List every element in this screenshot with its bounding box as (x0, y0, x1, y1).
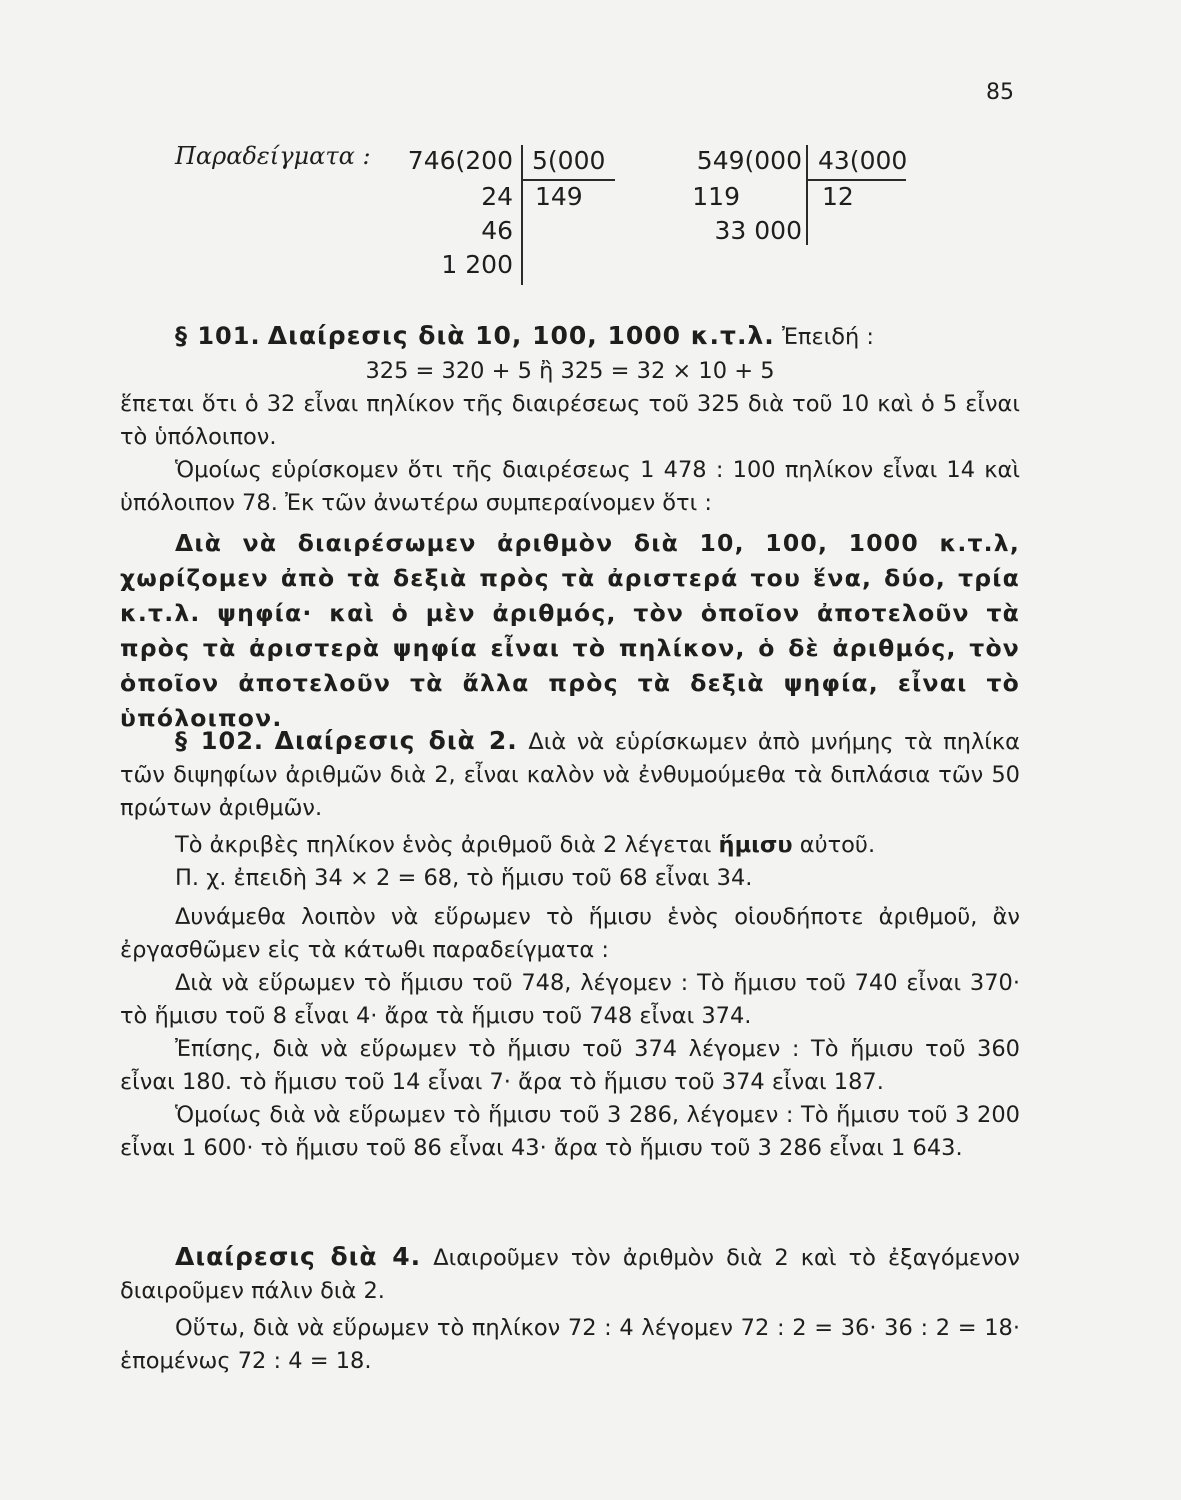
s101-intro: Ἐπειδή : (781, 324, 875, 350)
ex2-quotient: 12 (822, 182, 854, 211)
s101-heading (120, 318, 1020, 355)
page-number: 85 (986, 80, 1014, 105)
div4-title: Διαίρεσις διὰ 4. (175, 1242, 422, 1271)
ex1-step: 46 (481, 216, 513, 245)
ex2-vertical-rule (806, 145, 808, 245)
s101-number: § 101. (175, 322, 261, 350)
s102-paragraph-5: Διὰ νὰ εὕρωμεν τὸ ἥμισυ τοῦ 748, λέγομεν : Τὸ ἥμισυ τοῦ 740 εἶναι 370· τὸ ἥμισυ τοῦ 8 εἶναι 4· ἄρα τὰ ἥμισυ τοῦ 748 εἶναι 374. (120, 970, 1020, 1029)
section-division-by-4 (120, 1240, 1020, 1378)
ex1-vertical-rule (521, 145, 523, 285)
ex1-step: 24 (481, 182, 513, 211)
examples-label: Παραδείγματα : (175, 142, 371, 170)
ex1-quotient: 149 (535, 182, 583, 211)
ex1-divisor: 5(000 (532, 146, 606, 175)
div4-paragraph-1 (120, 1240, 1020, 1308)
ex2-dividend: 549(000 (696, 146, 802, 175)
s102-number: § 102. (175, 727, 265, 755)
ex1-step: 1 200 (441, 250, 513, 279)
ex2-horizontal-rule (808, 179, 906, 181)
s102-p2-text: Τὸ ἀκριβὲς πηλίκον ἑνὸς ἀριθμοῦ διὰ 2 λέγεται (175, 832, 712, 858)
s102-paragraph-4: Δυνάμεθα λοιπὸν νὰ εὕρωμεν τὸ ἥμισυ ἑνὸς οἱουδήποτε ἀριθμοῦ, ἂν ἐργασθῶμεν εἰς τὰ κάτωθι παραδείγματα : (120, 904, 1020, 963)
div4-paragraph-2: Οὕτω, διὰ νὰ εὕρωμεν τὸ πηλίκον 72 : 4 λέγομεν 72 : 2 = 36· 36 : 2 = 18· ἑπομένως 72 : 4 = 18. (120, 1315, 1020, 1374)
s101-paragraph-1: ἕπεται ὅτι ὁ 32 εἶναι πηλίκον τῆς διαιρέσεως τοῦ 325 διὰ τοῦ 10 καὶ ὁ 5 εἶναι τὸ ὑπόλοιπον. (120, 391, 1020, 450)
division-examples (0, 0, 1181, 300)
s101-paragraph-2: Ὁμοίως εὑρίσκομεν ὅτι τῆς διαιρέσεως 1 478 : 100 πηλίκον εἶναι 14 καὶ ὑπόλοιπον 78. Ἐκ τῶν ἀνωτέρω συμπεραίνομεν ὅτι : (120, 457, 1020, 516)
section-101 (120, 318, 1020, 736)
s102-term-hemisy: ἥμισυ (718, 832, 793, 858)
s102-paragraph-2 (120, 829, 1020, 862)
ex2-partial: 119 (692, 182, 740, 211)
s102-p2-end: αὐτοῦ. (799, 832, 876, 858)
ex2-divisor: 43(000 (818, 146, 908, 175)
s101-rule: Διὰ νὰ διαιρέσωμεν ἀριθμὸν διὰ 10, 100, 1000 κ.τ.λ, χωρίζομεν ἀπὸ τὰ δεξιὰ πρὸς τὰ ἀριστερά του ἕνα, δύο, τρία κ.τ.λ. ψηφία· καὶ ὁ μὲν ἀριθμός, τὸν ὁποῖον ἀποτελοῦν τὰ πρὸς τὰ ἀριστερὰ ψηφία εἶναι τὸ πηλίκον, ὁ δὲ ἀριθμός, τὸν ὁποῖον ἀποτελοῦν τὰ ἄλλα πρὸς τὰ δεξιὰ ψηφία, εἶναι τὸ ὑπόλοιπον. (120, 529, 1020, 732)
div4-text: Διαιροῦμεν τὸν ἀριθμὸν διὰ 2 καὶ τὸ ἐξαγόμενον διαιροῦμεν πάλιν διὰ 2. (120, 1245, 1020, 1304)
s102-intro-text: Διὰ νὰ εὑρίσκωμεν ἀπὸ μνήμης τὰ πηλίκα τῶν διψηφίων ἀριθμῶν διὰ 2, εἶναι καλὸν νὰ ἐνθυμούμεθα τὰ διπλάσια τῶν 50 πρώτων ἀριθμῶν. (120, 729, 1020, 821)
s101-title: Διαίρεσις διὰ 10, 100, 1000 κ.τ.λ. (267, 321, 775, 350)
s102-paragraph-7: Ὁμοίως διὰ νὰ εὕρωμεν τὸ ἥμισυ τοῦ 3 286, λέγομεν : Τὸ ἥμισυ τοῦ 3 200 εἶναι 1 600· τὸ ἥμισυ τοῦ 86 εἶναι 43· ἄρα τὸ ἥμισυ τοῦ 3 286 εἶναι 1 643. (120, 1102, 1020, 1161)
ex1-horizontal-rule (523, 179, 615, 181)
section-102 (120, 724, 1020, 1165)
ex2-remainder: 33 000 (714, 216, 802, 245)
s102-paragraph-6: Ἐπίσης, διὰ νὰ εὕρωμεν τὸ ἥμισυ τοῦ 374 λέγομεν : Τὸ ἥμισυ τοῦ 360 εἶναι 180. τὸ ἥμισυ τοῦ 14 εἶναι 7· ἄρα τὸ ἥμισυ τοῦ 374 εἶναι 187. (120, 1036, 1020, 1095)
s102-title: Διαίρεσις διὰ 2. (274, 726, 518, 755)
s102-paragraph-3: Π. χ. ἐπειδὴ 34 × 2 = 68, τὸ ἥμισυ τοῦ 68 εἶναι 34. (175, 865, 753, 891)
s101-formula: 325 = 320 + 5 ἢ 325 = 32 × 10 + 5 (365, 358, 775, 384)
s102-paragraph-1 (120, 724, 1020, 825)
ex1-dividend: 746(200 (407, 146, 513, 175)
